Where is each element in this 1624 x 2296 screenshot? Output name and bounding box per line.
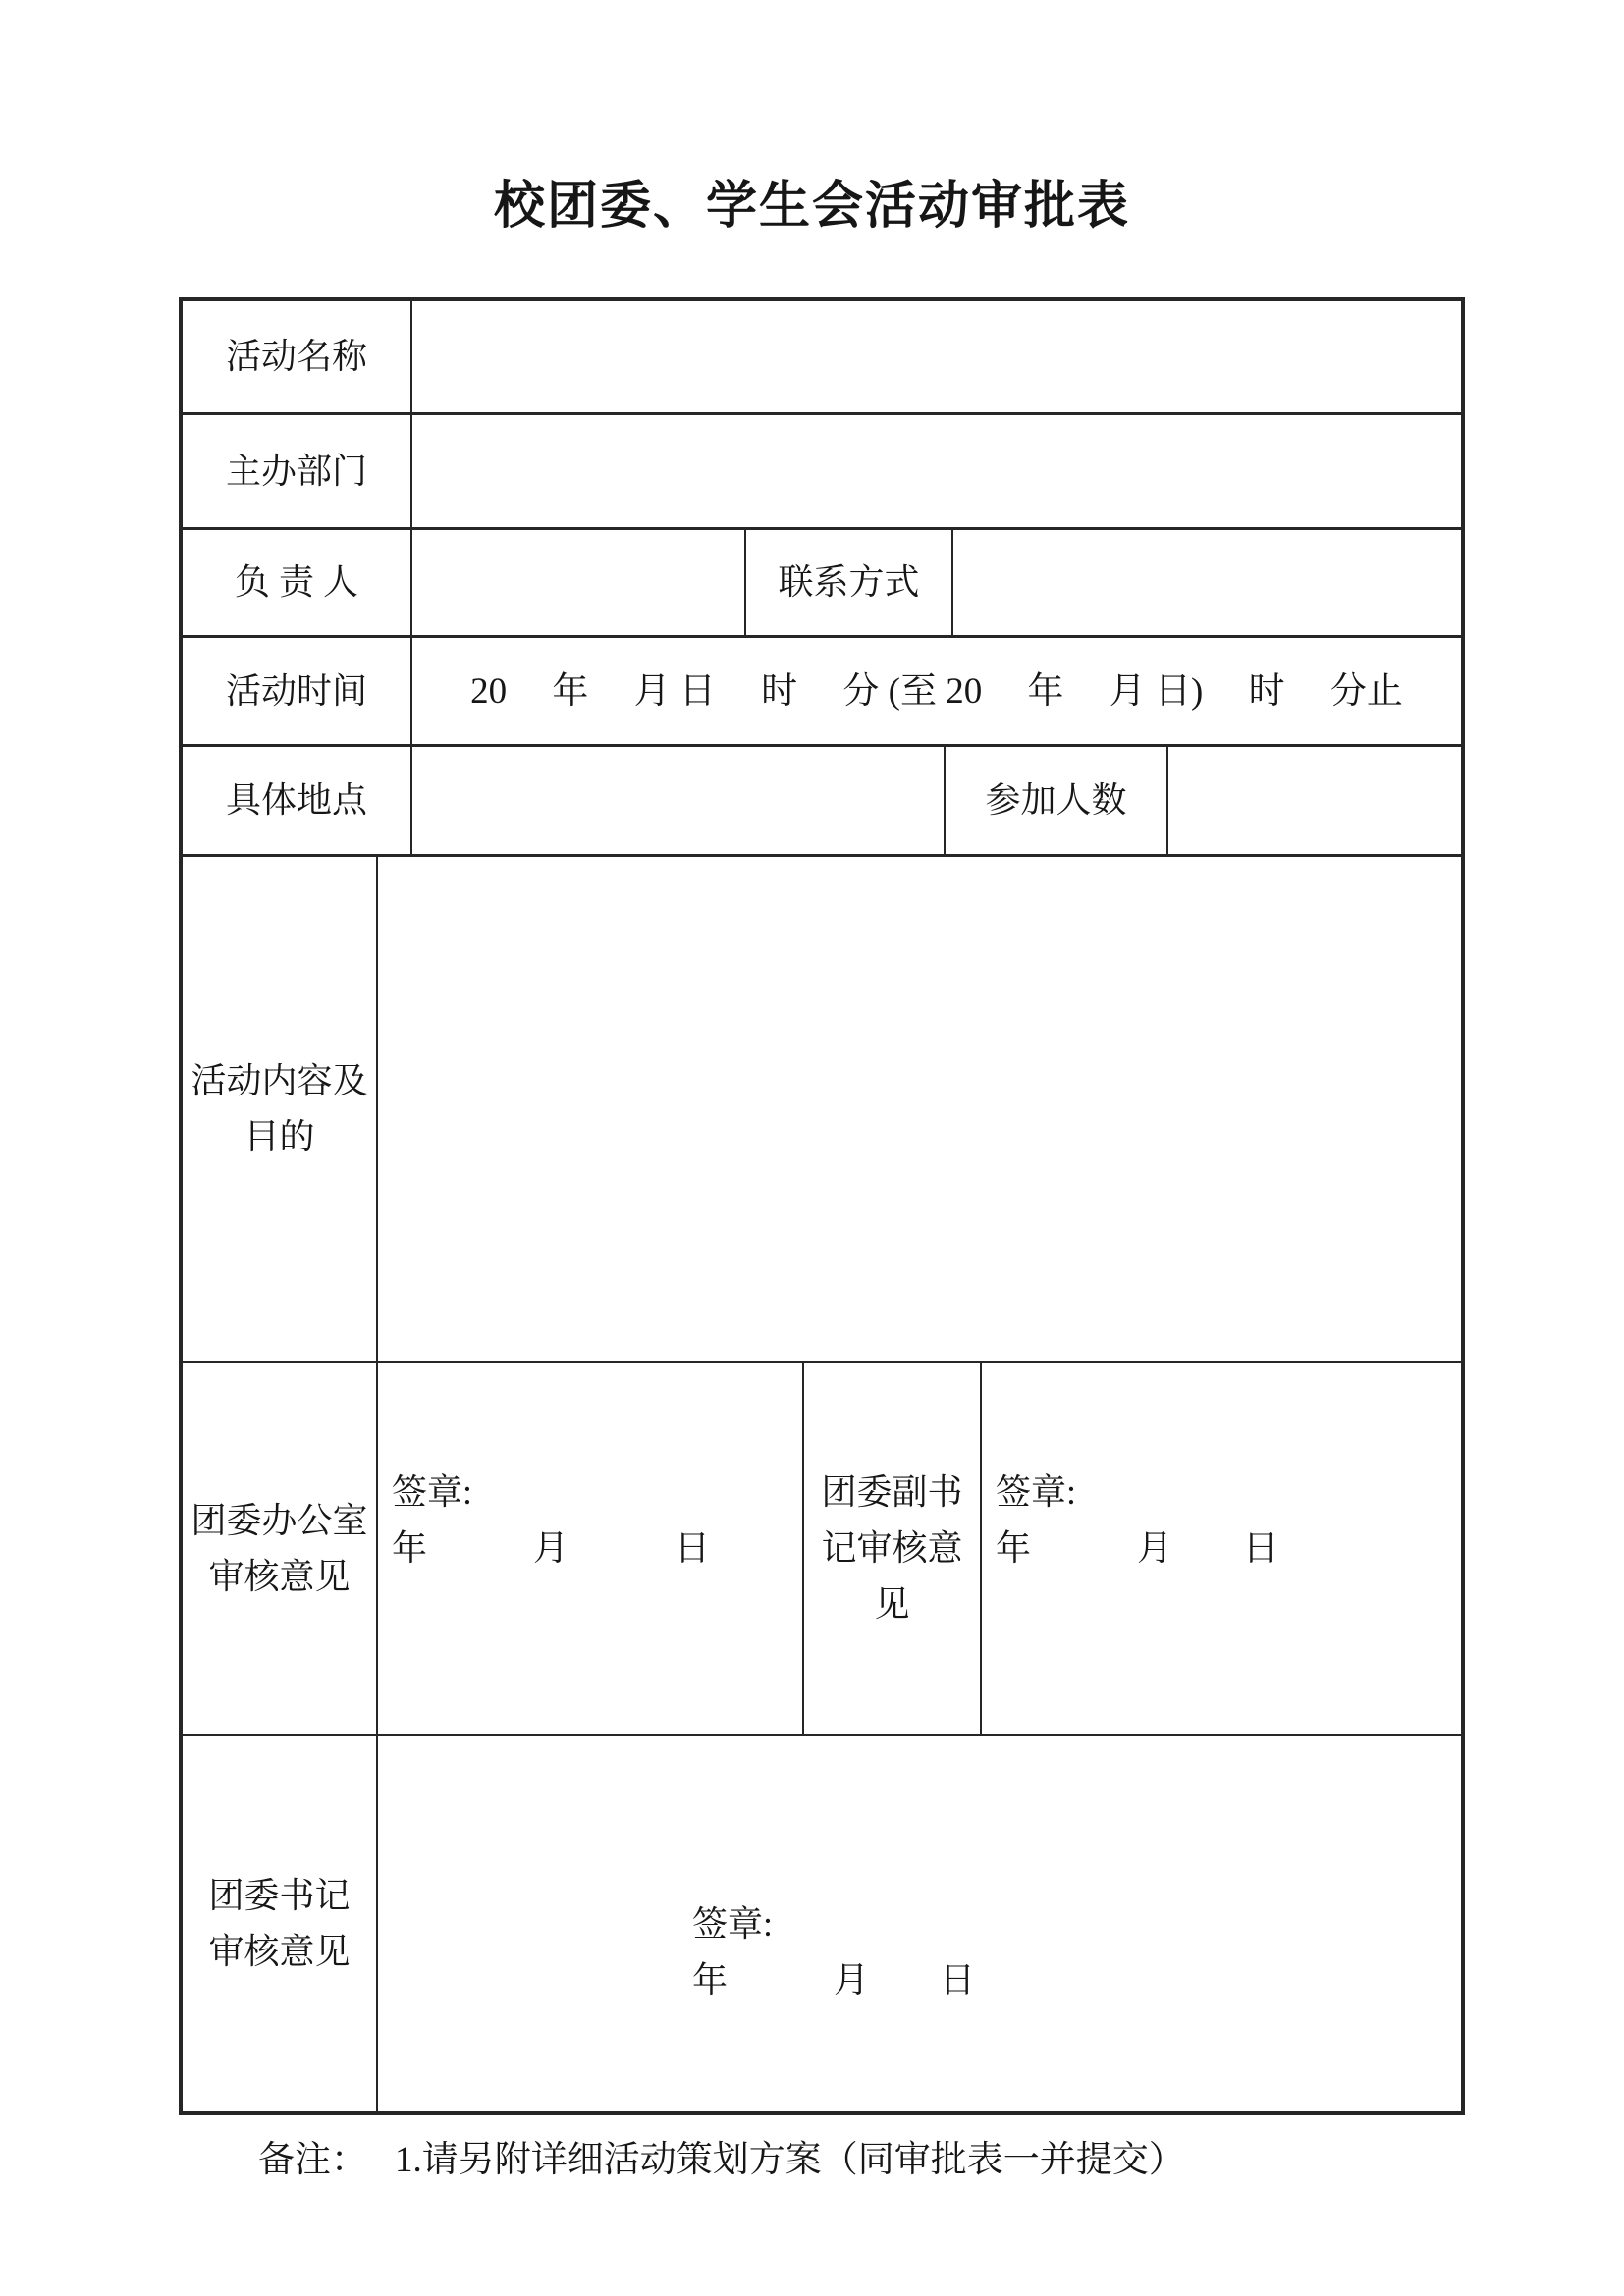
office-review-label-line1: 团委办公室 — [190, 1500, 368, 1540]
office-review-date-line: 年 月 日 — [392, 1528, 711, 1568]
content-purpose-label-line1: 活动内容及 — [190, 1060, 368, 1100]
deputy-secretary-review-label-line1: 团委副书 — [821, 1472, 963, 1512]
activity-name-input-cell[interactable] — [410, 301, 1461, 412]
deputy-secretary-review-sign-area[interactable] — [980, 1363, 1461, 1734]
deputy-secretary-review-date-line: 年 月 日 — [996, 1528, 1279, 1568]
secretary-review-label-line1: 团委书记 — [208, 1876, 351, 1915]
location-label: 具体地点 — [225, 780, 367, 820]
participants-label: 参加人数 — [944, 747, 1166, 854]
person-in-charge-input-cell[interactable] — [410, 530, 744, 635]
contact-input-cell[interactable] — [951, 530, 1461, 635]
activity-time-label: 活动时间 — [225, 670, 367, 711]
deputy-secretary-review-label — [802, 1363, 980, 1734]
deputy-secretary-review-label-line2: 记审核意 — [821, 1528, 963, 1568]
person-in-charge-label: 负 责 人 — [234, 562, 358, 602]
secretary-review-label — [183, 1736, 376, 2111]
secretary-review-label-line2: 审核意见 — [208, 1932, 351, 1971]
office-review-sign-label: 签章: — [392, 1472, 473, 1512]
deputy-secretary-review-label-line3: 见 — [874, 1584, 910, 1624]
footer-note-label: 备注： — [258, 2140, 367, 2180]
activity-name-label: 活动名称 — [225, 337, 367, 376]
secretary-review-sign-area[interactable] — [376, 1736, 1461, 2111]
approval-form-table — [179, 297, 1465, 2115]
row-secretary-review — [183, 1734, 1461, 2111]
row-person-contact — [183, 527, 1461, 635]
contact-label: 联系方式 — [744, 530, 951, 635]
secretary-review-sign-label: 签章: — [692, 1903, 774, 1944]
host-department-label: 主办部门 — [225, 451, 367, 491]
office-review-sign-area[interactable] — [376, 1363, 802, 1734]
row-host-department — [183, 412, 1461, 527]
row-content-purpose — [183, 854, 1461, 1361]
content-purpose-input-cell[interactable] — [376, 857, 1461, 1361]
content-purpose-label — [183, 857, 376, 1361]
secretary-review-date-line: 年 月 日 — [692, 1959, 976, 2000]
office-review-label-line2: 审核意见 — [208, 1556, 351, 1596]
row-activity-name — [183, 301, 1461, 412]
deputy-secretary-review-sign-label: 签章: — [996, 1472, 1077, 1512]
participants-input-cell[interactable] — [1166, 747, 1461, 854]
host-department-input-cell[interactable] — [410, 415, 1461, 527]
row-office-deputy-review — [183, 1361, 1461, 1734]
footer-note-item: 1.请另附详细活动策划方案（同审批表一并提交） — [395, 2140, 1185, 2180]
page-title: 校团委、学生会活动审批表 — [493, 179, 1130, 235]
activity-time-template-cell[interactable]: 20 年 月 日 时 分 (至 20 年 月 日) 时 分止 — [410, 638, 1461, 744]
row-location-participants — [183, 744, 1461, 854]
office-review-label — [183, 1363, 376, 1734]
location-input-cell[interactable] — [410, 747, 944, 854]
footer-note — [258, 2132, 1185, 2188]
content-purpose-label-line2: 目的 — [244, 1116, 315, 1156]
row-activity-time — [183, 635, 1461, 744]
